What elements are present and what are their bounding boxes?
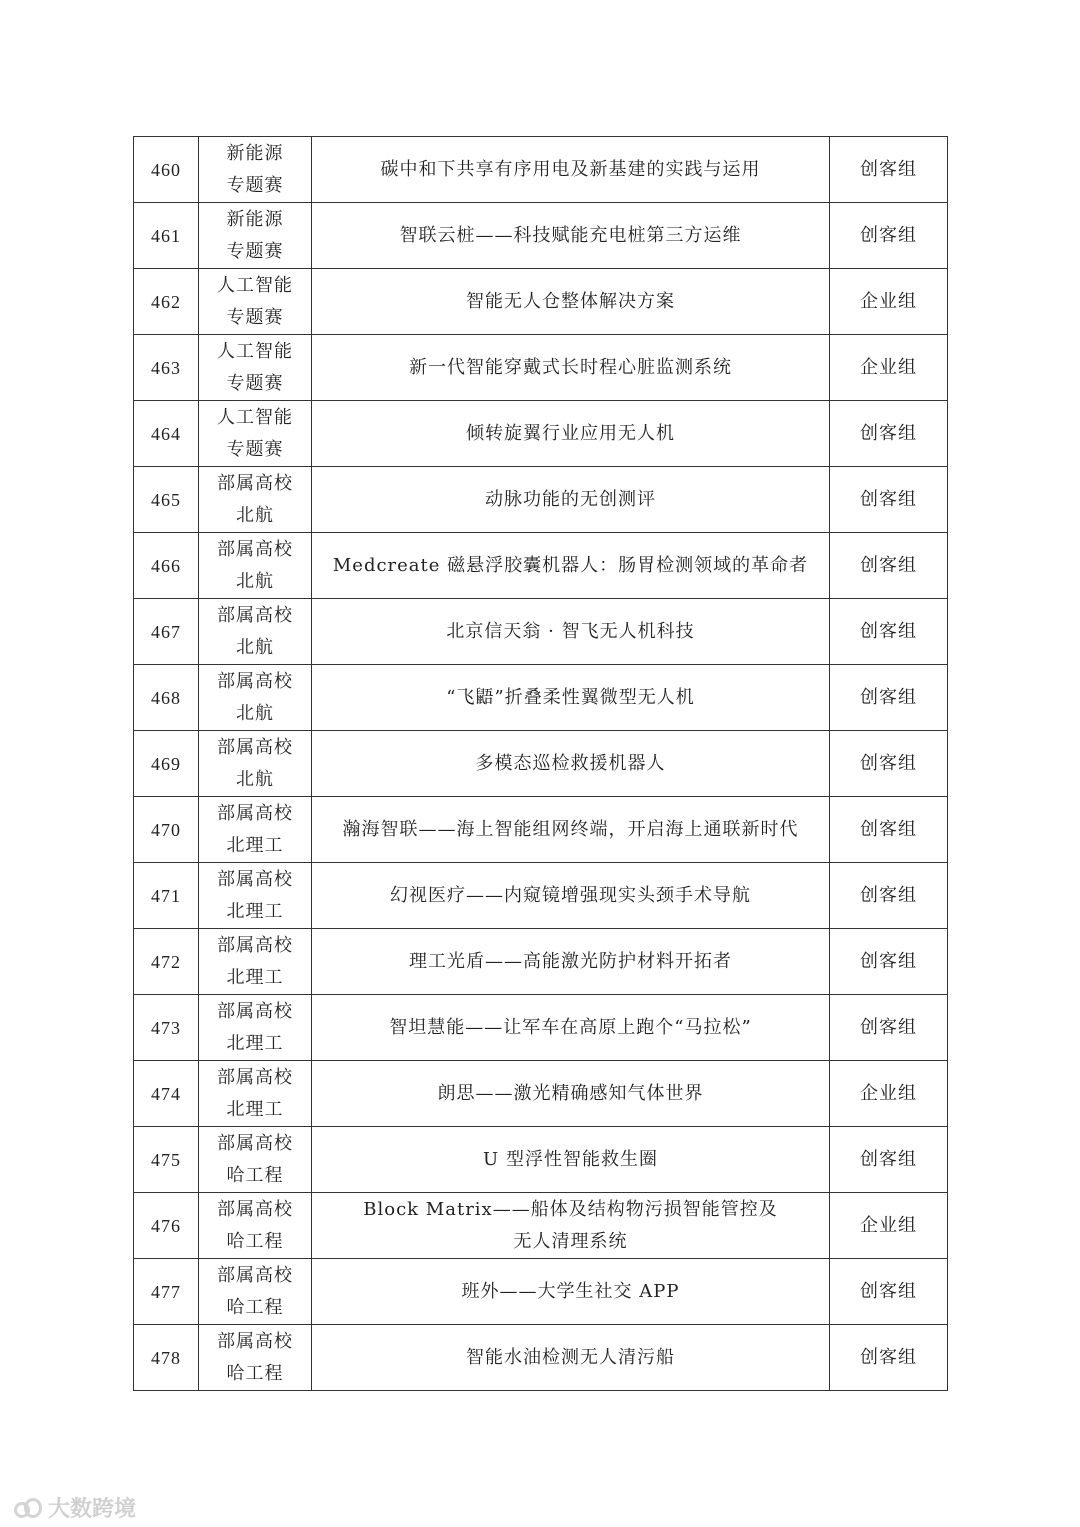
row-number: 463 bbox=[134, 335, 199, 401]
row-number: 477 bbox=[134, 1259, 199, 1325]
table-row bbox=[134, 863, 948, 929]
category-line-1: 部属高校 bbox=[217, 1132, 293, 1154]
category-line-2: 哈工程 bbox=[226, 1296, 284, 1318]
row-number: 467 bbox=[134, 599, 199, 665]
project-name-line-2: 无人清理系统 bbox=[513, 1230, 628, 1252]
category-line-1: 部属高校 bbox=[217, 604, 293, 626]
project-name-cell bbox=[312, 665, 830, 731]
group-cell: 创客组 bbox=[830, 401, 948, 467]
row-number: 465 bbox=[134, 467, 199, 533]
group-cell: 创客组 bbox=[830, 929, 948, 995]
project-name: 智能无人仓整体解决方案 bbox=[466, 290, 675, 312]
category-line-2: 北航 bbox=[236, 504, 274, 526]
table-row bbox=[134, 467, 948, 533]
category-line-1: 部属高校 bbox=[217, 1066, 293, 1088]
category-cell bbox=[199, 1193, 312, 1259]
table-row bbox=[134, 929, 948, 995]
table-row bbox=[134, 1193, 948, 1259]
table-row bbox=[134, 137, 948, 203]
table-row bbox=[134, 269, 948, 335]
category-cell bbox=[199, 137, 312, 203]
project-name-cell bbox=[312, 1127, 830, 1193]
group-cell: 创客组 bbox=[830, 1325, 948, 1391]
group-cell: 创客组 bbox=[830, 203, 948, 269]
category-line-1: 部属高校 bbox=[217, 1198, 293, 1220]
project-name-cell bbox=[312, 1193, 830, 1259]
group-cell: 创客组 bbox=[830, 797, 948, 863]
row-number: 473 bbox=[134, 995, 199, 1061]
project-name-cell bbox=[312, 1061, 830, 1127]
row-number: 468 bbox=[134, 665, 199, 731]
project-name: 智能水油检测无人清污船 bbox=[466, 1346, 675, 1368]
project-name-cell bbox=[312, 1259, 830, 1325]
project-table bbox=[133, 136, 948, 1391]
project-name: 倾转旋翼行业应用无人机 bbox=[466, 422, 675, 444]
row-number: 475 bbox=[134, 1127, 199, 1193]
project-name-cell bbox=[312, 401, 830, 467]
table-row bbox=[134, 665, 948, 731]
category-cell bbox=[199, 929, 312, 995]
project-name: 智坦慧能——让军车在高原上跑个“马拉松” bbox=[389, 1016, 752, 1038]
category-cell bbox=[199, 269, 312, 335]
table-row bbox=[134, 203, 948, 269]
project-name: 新一代智能穿戴式长时程心脏监测系统 bbox=[409, 356, 732, 378]
project-name: Medcreate 磁悬浮胶囊机器人：肠胃检测领域的革命者 bbox=[332, 554, 809, 576]
category-cell bbox=[199, 1127, 312, 1193]
category-line-1: 新能源 bbox=[226, 142, 284, 164]
table-row bbox=[134, 1127, 948, 1193]
category-line-1: 新能源 bbox=[226, 208, 284, 230]
category-cell bbox=[199, 203, 312, 269]
category-line-1: 人工智能 bbox=[217, 274, 293, 296]
group-cell: 企业组 bbox=[830, 269, 948, 335]
category-line-1: 部属高校 bbox=[217, 868, 293, 890]
table-row bbox=[134, 1061, 948, 1127]
category-line-1: 人工智能 bbox=[217, 340, 293, 362]
project-name: 北京信天翁 · 智飞无人机科技 bbox=[446, 620, 695, 642]
category-cell bbox=[199, 599, 312, 665]
row-number: 474 bbox=[134, 1061, 199, 1127]
category-line-2: 北航 bbox=[236, 702, 274, 724]
table-row bbox=[134, 1259, 948, 1325]
category-cell bbox=[199, 1325, 312, 1391]
table-body bbox=[134, 137, 948, 1391]
row-number: 466 bbox=[134, 533, 199, 599]
category-cell bbox=[199, 665, 312, 731]
category-cell bbox=[199, 863, 312, 929]
project-name: 多模态巡检救援机器人 bbox=[475, 752, 666, 774]
table-row bbox=[134, 797, 948, 863]
category-cell bbox=[199, 1061, 312, 1127]
category-line-2: 专题赛 bbox=[226, 306, 284, 328]
project-name: 瀚海智联——海上智能组网终端，开启海上通联新时代 bbox=[342, 818, 799, 840]
table-row bbox=[134, 533, 948, 599]
category-line-2: 北理工 bbox=[226, 834, 284, 856]
group-cell: 企业组 bbox=[830, 335, 948, 401]
category-line-1: 部属高校 bbox=[217, 472, 293, 494]
group-cell: 创客组 bbox=[830, 995, 948, 1061]
project-name-cell bbox=[312, 269, 830, 335]
project-name: Block Matrix——船体及结构物污损智能管控及 bbox=[363, 1198, 778, 1220]
group-cell: 企业组 bbox=[830, 1193, 948, 1259]
category-cell bbox=[199, 467, 312, 533]
table-row bbox=[134, 599, 948, 665]
group-cell: 创客组 bbox=[830, 665, 948, 731]
row-number: 469 bbox=[134, 731, 199, 797]
category-line-2: 北航 bbox=[236, 636, 274, 658]
category-line-2: 专题赛 bbox=[226, 174, 284, 196]
project-name-cell bbox=[312, 731, 830, 797]
category-cell bbox=[199, 533, 312, 599]
watermark bbox=[14, 1487, 136, 1527]
category-line-1: 人工智能 bbox=[217, 406, 293, 428]
row-number: 471 bbox=[134, 863, 199, 929]
category-line-2: 专题赛 bbox=[226, 240, 284, 262]
category-line-1: 部属高校 bbox=[217, 934, 293, 956]
group-cell: 创客组 bbox=[830, 137, 948, 203]
table-row bbox=[134, 401, 948, 467]
project-name: 动脉功能的无创测评 bbox=[485, 488, 656, 510]
category-line-2: 北航 bbox=[236, 570, 274, 592]
category-line-1: 部属高校 bbox=[217, 538, 293, 560]
project-name: 幻视医疗——内窥镜增强现实头颈手术导航 bbox=[390, 884, 751, 906]
category-line-2: 北理工 bbox=[226, 1098, 284, 1120]
project-name-cell bbox=[312, 335, 830, 401]
category-cell bbox=[199, 1259, 312, 1325]
category-line-1: 部属高校 bbox=[217, 1000, 293, 1022]
group-cell: 创客组 bbox=[830, 533, 948, 599]
category-line-2: 专题赛 bbox=[226, 438, 284, 460]
group-cell: 创客组 bbox=[830, 467, 948, 533]
row-number: 461 bbox=[134, 203, 199, 269]
row-number: 462 bbox=[134, 269, 199, 335]
category-line-2: 北理工 bbox=[226, 1032, 284, 1054]
project-name-cell bbox=[312, 797, 830, 863]
category-line-1: 部属高校 bbox=[217, 1264, 293, 1286]
category-line-2: 北理工 bbox=[226, 966, 284, 988]
project-name: “飞鼯”折叠柔性翼微型无人机 bbox=[446, 686, 695, 708]
project-name-cell bbox=[312, 533, 830, 599]
category-cell bbox=[199, 401, 312, 467]
group-cell: 创客组 bbox=[830, 599, 948, 665]
table-row bbox=[134, 335, 948, 401]
category-line-2: 北航 bbox=[236, 768, 274, 790]
row-number: 472 bbox=[134, 929, 199, 995]
category-cell bbox=[199, 335, 312, 401]
group-cell: 创客组 bbox=[830, 863, 948, 929]
category-line-1: 部属高校 bbox=[217, 670, 293, 692]
project-name-cell bbox=[312, 995, 830, 1061]
category-line-2: 北理工 bbox=[226, 900, 284, 922]
row-number: 464 bbox=[134, 401, 199, 467]
table-row bbox=[134, 731, 948, 797]
category-line-2: 哈工程 bbox=[226, 1230, 284, 1252]
watermark-logo-icon bbox=[14, 1496, 44, 1518]
project-name-cell bbox=[312, 863, 830, 929]
category-cell bbox=[199, 797, 312, 863]
row-number: 460 bbox=[134, 137, 199, 203]
row-number: 478 bbox=[134, 1325, 199, 1391]
category-line-2: 哈工程 bbox=[226, 1164, 284, 1186]
project-name: 朗思——激光精确感知气体世界 bbox=[437, 1082, 704, 1104]
project-name-cell bbox=[312, 599, 830, 665]
project-name-cell bbox=[312, 929, 830, 995]
project-name: 理工光盾——高能激光防护材料开拓者 bbox=[409, 950, 732, 972]
project-name-cell bbox=[312, 203, 830, 269]
category-line-1: 部属高校 bbox=[217, 736, 293, 758]
group-cell: 创客组 bbox=[830, 731, 948, 797]
group-cell: 创客组 bbox=[830, 1259, 948, 1325]
project-name: U 型浮性智能救生圈 bbox=[483, 1148, 658, 1170]
group-cell: 企业组 bbox=[830, 1061, 948, 1127]
group-cell: 创客组 bbox=[830, 1127, 948, 1193]
project-name: 智联云桩——科技赋能充电桩第三方运维 bbox=[399, 224, 742, 246]
category-line-2: 专题赛 bbox=[226, 372, 284, 394]
category-cell bbox=[199, 995, 312, 1061]
project-name: 碳中和下共享有序用电及新基建的实践与运用 bbox=[380, 158, 761, 180]
watermark-text: 大数跨境 bbox=[48, 1496, 137, 1522]
category-line-1: 部属高校 bbox=[217, 1330, 293, 1352]
project-name: 班外——大学生社交 APP bbox=[461, 1280, 680, 1302]
project-name-cell bbox=[312, 137, 830, 203]
project-name-cell bbox=[312, 467, 830, 533]
project-name-cell bbox=[312, 1325, 830, 1391]
category-line-2: 哈工程 bbox=[226, 1362, 284, 1384]
row-number: 476 bbox=[134, 1193, 199, 1259]
row-number: 470 bbox=[134, 797, 199, 863]
table-row bbox=[134, 1325, 948, 1391]
category-line-1: 部属高校 bbox=[217, 802, 293, 824]
category-cell bbox=[199, 731, 312, 797]
table-row bbox=[134, 995, 948, 1061]
